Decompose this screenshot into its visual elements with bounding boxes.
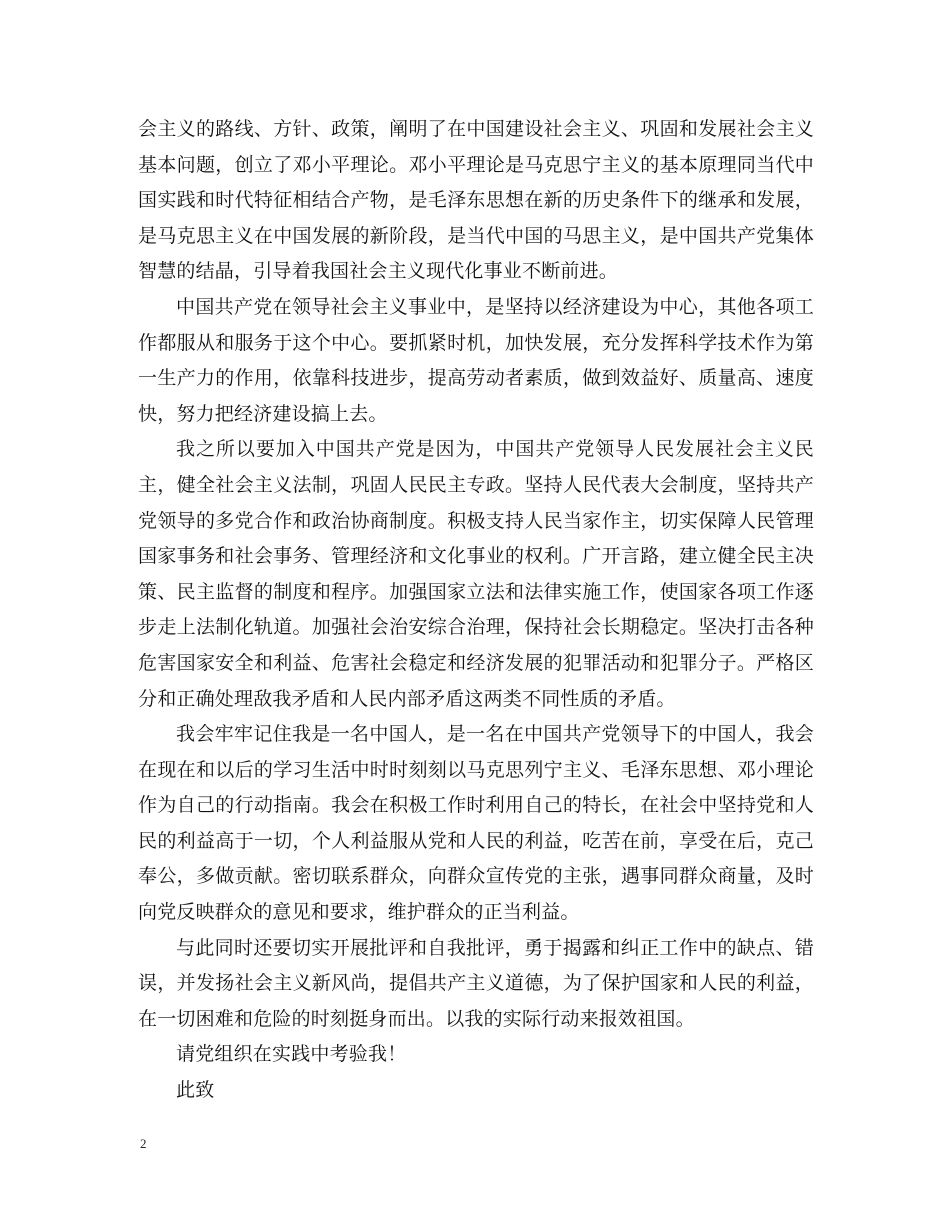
paragraph-closing-salutation: 此致 (176, 1079, 215, 1102)
page-number: 2 (140, 1136, 147, 1151)
paragraph-self-criticism: 与此同时还要切实开展批评和自我批评，勇于揭露和纠正工作中的缺点、错误，并发扬社会主义新风尚，提倡共产主义道德，为了保护国家和人民的利益，在一切困难和危险的时刻挺身而出。以我的实际行动来报效祖国。 (138, 936, 814, 1030)
paragraph-continuation: 会主义的路线、方针、政策，阐明了在中国建设社会主义、巩固和发展社会主义基本问题，创立了邓小平理论。邓小平理论是马克思宁主义的基本原理同当代中国实践和时代特征相结合产物，是毛泽东思想在新的历史条件下的继承和发展，是马克思主义在中国发展的新阶段，是当代中国的马思主义，是中国共产党集体智慧的结晶，引导着我国社会主义现代化事业不断前进。 (138, 118, 814, 283)
paragraph-economic-construction: 中国共产党在领导社会主义事业中，是坚持以经济建设为中心，其他各项工作都服从和服务于这个中心。要抓紧时机，加快发展，充分发挥科学技术作为第一生产力的作用，依靠科技进步，提高劳动者素质，做到效益好、质量高、速度快，努力把经济建设搞上去。 (138, 295, 814, 425)
paragraph-request-test: 请党组织在实践中考验我！ (176, 1043, 407, 1066)
paragraph-reasons-for-joining: 我之所以要加入中国共产党是因为，中国共产党领导人民发展社会主义民主，健全社会主义法制，巩固人民民主专政。坚持人民代表大会制度，坚持共产党领导的多党合作和政治协商制度。积极支持人民当家作主，切实保障人民管理国家事务和社会事务、管理经济和文化事业的权利。广开言路，建立健全民主决策、民主监督的制度和程序。加强国家立法和法律实施工作，使国家各项工作逐步走上法制化轨道。加强社会治安综合治理，保持社会长期稳定。坚决打击各种危害国家安全和利益、危害社会稳定和经济发展的犯罪活动和犯罪分子。严格区分和正确处理敌我矛盾和人民内部矛盾这两类不同性质的矛盾。 (138, 438, 814, 710)
document-body (138, 112, 814, 1109)
paragraph-personal-commitment: 我会牢牢记住我是一名中国人，是一名在中国共产党领导下的中国人，我会在现在和以后的学习生活中时时刻刻以马克思列宁主义、毛泽东思想、邓小理论作为自己的行动指南。我会在积极工作时利用自己的特长，在社会中坚持党和人民的利益高于一切，个人利益服从党和人民的利益，吃苦在前，享受在后，克己奉公，多做贡献。密切联系群众，向群众宣传党的主张，遇事同群众商量，及时向党反映群众的意见和要求，维护群众的正当利益。 (138, 723, 814, 924)
